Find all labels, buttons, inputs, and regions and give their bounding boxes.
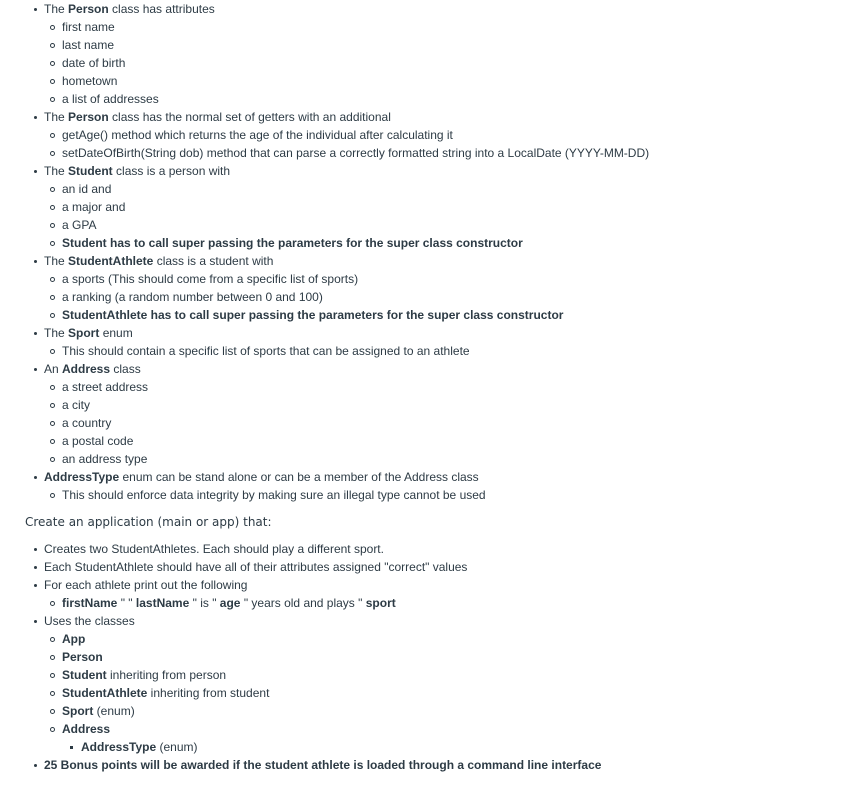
list-item (0, 234, 845, 252)
list-item-text: an address type (62, 452, 148, 466)
list-item-text: The (44, 326, 69, 340)
list-item (0, 414, 845, 432)
list-item (0, 180, 845, 198)
bold-text: Sport (62, 704, 94, 718)
application-intro-paragraph: Create an application (main or app) that: (25, 515, 272, 529)
list-item-text: a city (62, 398, 91, 412)
circle-bullet-icon (47, 486, 57, 504)
list-item-text: an id and (62, 182, 112, 196)
list-item (0, 252, 845, 270)
disc-bullet-icon (30, 0, 40, 18)
list-item (0, 342, 845, 360)
circle-bullet-icon (47, 288, 57, 306)
list-item-text: The (44, 164, 69, 178)
list-item (0, 270, 845, 288)
circle-bullet-icon (47, 234, 57, 252)
list-item (0, 630, 845, 648)
list-item (0, 288, 845, 306)
disc-bullet-icon (30, 558, 40, 576)
list-item-text: a major and (62, 200, 126, 214)
circle-bullet-icon (47, 198, 57, 216)
bold-text: StudentAthlete (68, 254, 154, 268)
list-item (0, 18, 845, 36)
list-item-text: " years old and plays " (240, 596, 366, 610)
bold-text: sport (365, 596, 396, 610)
list-item-text: a sports (This should come from a specific list of sports) (62, 272, 359, 286)
circle-bullet-icon (47, 342, 57, 360)
bold-text: Student (62, 668, 107, 682)
disc-bullet-icon (30, 756, 40, 774)
circle-bullet-icon (47, 54, 57, 72)
list-item-text: last name (62, 38, 115, 52)
bold-text: Sport (68, 326, 100, 340)
bold-text: App (62, 632, 86, 646)
circle-bullet-icon (47, 36, 57, 54)
circle-bullet-icon (47, 306, 57, 324)
list-item-text: class is a person with (112, 164, 231, 178)
bold-text: AddressType (81, 740, 157, 754)
list-item (0, 720, 845, 738)
list-item-text: " is " (189, 596, 220, 610)
bold-text: Address (62, 362, 111, 376)
circle-bullet-icon (47, 414, 57, 432)
list-item (0, 450, 845, 468)
bold-text: Address (62, 722, 111, 736)
circle-bullet-icon (47, 630, 57, 648)
disc-bullet-icon (30, 576, 40, 594)
list-item (0, 72, 845, 90)
list-item (0, 198, 845, 216)
list-item-text: For each athlete print out the following (44, 578, 248, 592)
circle-bullet-icon (47, 432, 57, 450)
circle-bullet-icon (47, 378, 57, 396)
list-item-text: setDateOfBirth(String dob) method that can parse a correctly formatted string into a LocalDate (YYYY-MM-DD) (62, 146, 650, 160)
circle-bullet-icon (47, 18, 57, 36)
disc-bullet-icon (30, 108, 40, 126)
bold-text: Student has to call super passing the parameters for the super class constructor (62, 236, 523, 250)
list-item (0, 162, 845, 180)
list-item-text: hometown (62, 74, 118, 88)
list-item-text: Each StudentAthlete should have all of their attributes assigned "correct" values (44, 560, 468, 574)
list-item-text: class is a student with (153, 254, 274, 268)
disc-bullet-icon (30, 324, 40, 342)
list-item (0, 432, 845, 450)
list-item-text: date of birth (62, 56, 126, 70)
list-item-text: first name (62, 20, 115, 34)
list-item (0, 756, 845, 774)
circle-bullet-icon (47, 450, 57, 468)
list-item (0, 396, 845, 414)
list-item (0, 54, 845, 72)
bold-text: StudentAthlete (62, 686, 148, 700)
list-item-text: class has the normal set of getters with an additional (108, 110, 391, 124)
list-item (0, 306, 845, 324)
list-item (0, 90, 845, 108)
list-item-text: a ranking (a random number between 0 and 100) (62, 290, 323, 304)
circle-bullet-icon (47, 648, 57, 666)
list-item-text: (enum) (93, 704, 135, 718)
list-item (0, 594, 845, 612)
square-bullet-icon (66, 738, 76, 756)
list-item-text: Uses the classes (44, 614, 135, 628)
list-item (0, 324, 845, 342)
list-item-text: " " (117, 596, 136, 610)
list-item (0, 558, 845, 576)
list-item (0, 216, 845, 234)
list-item-text: This should enforce data integrity by making sure an illegal type cannot be used (62, 488, 486, 502)
circle-bullet-icon (47, 594, 57, 612)
bold-text: AddressType (44, 470, 120, 484)
bold-text: Student (68, 164, 113, 178)
circle-bullet-icon (47, 270, 57, 288)
list-item (0, 486, 845, 504)
list-item (0, 126, 845, 144)
list-item-text: getAge() method which returns the age of the individual after calculating it (62, 128, 453, 142)
list-item-text: This should contain a specific list of sports that can be assigned to an athlete (62, 344, 470, 358)
list-item (0, 684, 845, 702)
disc-bullet-icon (30, 468, 40, 486)
list-item-text: enum can be stand alone or can be a member of the Address class (119, 470, 479, 484)
list-item-text: (enum) (156, 740, 198, 754)
bold-text: 25 Bonus points will be awarded if the student athlete is loaded through a command line interface (44, 758, 602, 772)
list-item (0, 360, 845, 378)
bold-text: StudentAthlete has to call super passing the parameters for the super class constructor (62, 308, 564, 322)
list-item (0, 108, 845, 126)
circle-bullet-icon (47, 72, 57, 90)
list-item-text: The (44, 110, 69, 124)
list-item-text: class has attributes (108, 2, 215, 16)
list-item-text: Creates two StudentAthletes. Each should play a different sport. (44, 542, 384, 556)
list-item (0, 612, 845, 630)
circle-bullet-icon (47, 216, 57, 234)
disc-bullet-icon (30, 162, 40, 180)
disc-bullet-icon (30, 612, 40, 630)
list-item (0, 468, 845, 486)
list-item (0, 378, 845, 396)
application-requirements-list (0, 540, 845, 774)
circle-bullet-icon (47, 684, 57, 702)
list-item-text: a list of addresses (62, 92, 159, 106)
list-item-text: a GPA (62, 218, 97, 232)
bold-text: firstName (62, 596, 118, 610)
circle-bullet-icon (47, 702, 57, 720)
list-item-text: a street address (62, 380, 149, 394)
circle-bullet-icon (47, 90, 57, 108)
circle-bullet-icon (47, 396, 57, 414)
list-item-text: enum (99, 326, 133, 340)
bold-text: Person (62, 650, 103, 664)
list-item (0, 738, 845, 756)
bold-text: age (219, 596, 241, 610)
circle-bullet-icon (47, 666, 57, 684)
list-item-text: An (44, 362, 63, 376)
disc-bullet-icon (30, 252, 40, 270)
disc-bullet-icon (30, 540, 40, 558)
list-item (0, 702, 845, 720)
list-item (0, 576, 845, 594)
list-item-text: inheriting from person (106, 668, 227, 682)
list-item (0, 540, 845, 558)
list-item (0, 0, 845, 18)
circle-bullet-icon (47, 720, 57, 738)
bold-text: lastName (135, 596, 190, 610)
bold-text: Person (68, 2, 109, 16)
list-item (0, 666, 845, 684)
list-item-text: class (110, 362, 141, 376)
list-item (0, 144, 845, 162)
circle-bullet-icon (47, 180, 57, 198)
list-item-text: a country (62, 416, 112, 430)
disc-bullet-icon (30, 360, 40, 378)
list-item (0, 36, 845, 54)
circle-bullet-icon (47, 126, 57, 144)
list-item (0, 648, 845, 666)
list-item-text: a postal code (62, 434, 134, 448)
list-item-text: The (44, 2, 69, 16)
circle-bullet-icon (47, 144, 57, 162)
list-item-text: The (44, 254, 69, 268)
list-item-text: inheriting from student (147, 686, 270, 700)
bold-text: Person (68, 110, 109, 124)
